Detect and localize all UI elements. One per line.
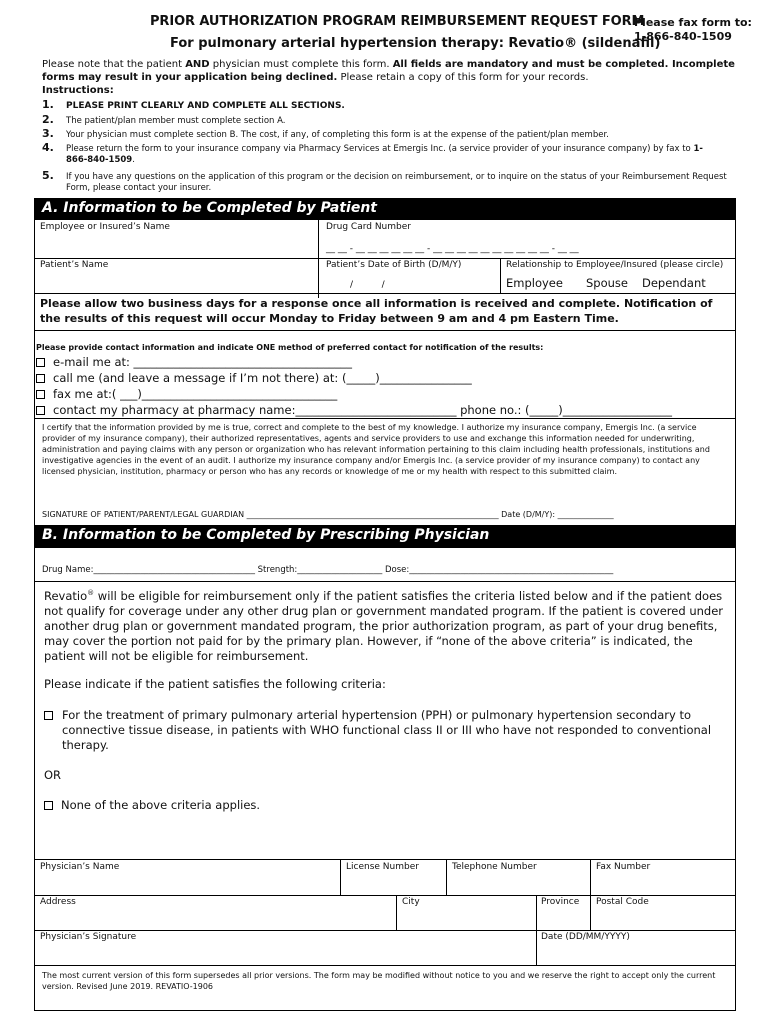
relationship-dependant[interactable]: Dependant [642, 276, 706, 290]
section-a-heading: A. Information to be Completed by Patient [34, 198, 736, 220]
instruction-4-text: Please return the form to your insurance company via Pharmacy Services at Emergis Inc. (a service provider of your insurance company) by fax to [66, 144, 694, 154]
checkbox-icon[interactable] [36, 406, 45, 415]
intro-part2: physician must complete this form. [209, 59, 393, 70]
postal-code-label: Postal Code [596, 897, 649, 907]
address-label: Address [40, 897, 76, 907]
employee-name-label: Employee or Insured’s Name [40, 222, 170, 232]
divider [34, 330, 736, 331]
certification-text: I certify that the information provided by me is true, correct and complete to the best of my knowledge. I authorize my insurance company, Emergis Inc. (a service provider of my insurance company), their authorized representatives, agents and service providers to use and exchange this information needed for underwriting, administration and paying claims with any person or organization who has relevant information pertaining to this claim including health professionals, institutions and investigative agencies in the event of an audit. I authorize my insurance company and/or Emergis Inc. (a service provider of my insurance company) to contact any licensed physician, institution, pharmacy or person who has any records or knowledge of me or my health with respect to this submitted claim. [42, 423, 710, 476]
dob-field[interactable]: / / [350, 280, 385, 290]
instruction-number: 1. [42, 98, 54, 111]
contact-email-text: e-mail me at: ______________________________________ [53, 355, 353, 369]
telephone-label: Telephone Number [452, 862, 537, 872]
instruction-text: If you have any questions on the application of this program or the decision on reimbursement, or to inquire on the status of your Reimbursement Request Form, please contact your insurer. [66, 172, 727, 193]
criteria-prompt: Please indicate if the patient satisfies the following criteria: [44, 677, 386, 691]
contact-pharmacy-text: contact my pharmacy at pharmacy name:____________________________ phone no.: (_____)___________________ [53, 403, 673, 417]
contact-pharmacy-option[interactable] [36, 403, 672, 417]
divider [396, 895, 397, 930]
contact-email-option[interactable] [36, 355, 352, 369]
divider [34, 258, 736, 259]
contact-fax-option[interactable] [36, 387, 337, 401]
form-subtitle: For pulmonary arterial hypertension therapy: Revatio® (sildenafil) [170, 36, 661, 51]
instructions-label: Instructions: [42, 85, 114, 96]
fax-number: 1-866-840-1509 [634, 30, 732, 43]
divider [500, 258, 501, 293]
checkbox-icon[interactable] [36, 358, 45, 367]
registered-mark: ® [87, 589, 95, 597]
checkbox-icon[interactable] [44, 801, 53, 810]
divider [34, 418, 736, 419]
criterion-1-text: For the treatment of primary pulmonary arterial hypertension (PPH) or pulmonary hypertension secondary to connective tissue disease, in patients with WHO functional class II or III who have not responded to conventional therapy. [62, 708, 712, 752]
or-label: OR [44, 768, 62, 782]
fax-label: Please fax form to: [634, 16, 752, 29]
instruction-text: PLEASE PRINT CLEARLY AND COMPLETE ALL SECTIONS. [66, 101, 345, 111]
section-b-heading: B. Information to be Completed by Prescribing Physician [34, 525, 736, 547]
physician-signature-label: Physician’s Signature [40, 932, 137, 942]
eligibility-text [44, 586, 724, 664]
instruction-text [66, 144, 706, 166]
checkbox-icon[interactable] [36, 390, 45, 399]
intro-part1: Please note that the patient [42, 59, 186, 70]
instruction-number: 5. [42, 169, 54, 182]
eligibility-body: will be eligible for reimbursement only if the patient satisfies the criteria listed below and if the patient does not qualify for coverage under any other drug plan or government mandated program. If the patient is covered under another drug plan or government mandated program, the prior authorization program, as part of your drug benefits, may cover the portion not paid for by the primary plan. However, if “none of the above criteria” is indicated, the patient will not be eligible for reimbursement. [44, 588, 723, 663]
physician-date-label: Date (DD/MM/YYYY) [541, 932, 630, 942]
drug-card-label: Drug Card Number [326, 222, 411, 232]
instruction-number: 4. [42, 141, 54, 154]
instruction-text: The patient/plan member must complete section A. [66, 116, 286, 126]
instruction-number: 3. [42, 127, 54, 140]
patient-name-label: Patient’s Name [40, 260, 109, 270]
patient-signature-line[interactable]: SIGNATURE OF PATIENT/PARENT/LEGAL GUARDIAN _______________________________________________________________ Date (D/M/Y): ______________ [42, 510, 614, 519]
physician-fax-label: Fax Number [596, 862, 651, 872]
contact-fax-text: fax me at:( ___)__________________________________ [53, 387, 338, 401]
instruction-4-fax: 1-866-840-1509 [66, 144, 703, 165]
criterion-2-option[interactable] [44, 798, 260, 812]
form-title: PRIOR AUTHORIZATION PROGRAM REIMBURSEMENT REQUEST FORM [150, 14, 645, 29]
relationship-label: Relationship to Employee/Insured (please circle) [506, 260, 724, 270]
drug-card-blanks[interactable]: __ __ - __ __ __ __ __ __ - __ __ __ __ __ __ __ __ __ __ - __ __ [326, 244, 579, 254]
dob-label: Patient’s Date of Birth (D/M/Y) [326, 260, 462, 270]
criterion-1-checkbox[interactable] [44, 708, 61, 722]
instruction-number: 2. [42, 113, 54, 126]
divider [340, 859, 341, 895]
city-label: City [402, 897, 420, 907]
intro-mandatory: All fields are mandatory and must be completed. Incomplete forms may result in your application being declined. [42, 59, 735, 83]
intro-and: AND [185, 59, 210, 70]
contact-call-text: call me (and leave a message if I’m not there) at: (_____)________________ [53, 371, 472, 385]
divider [34, 930, 736, 931]
revatio-name: Revatio [44, 588, 88, 603]
instruction-text: Your physician must complete section B. The cost, if any, of completing this form is at the expense of the patient/plan member. [66, 130, 609, 140]
divider [34, 859, 736, 860]
license-label: License Number [346, 862, 419, 872]
checkbox-icon[interactable] [44, 711, 53, 720]
intro-text [42, 58, 742, 97]
checkbox-icon[interactable] [36, 374, 45, 383]
divider [34, 895, 736, 896]
relationship-employee[interactable]: Employee [506, 276, 563, 290]
divider [446, 859, 447, 895]
divider [34, 965, 736, 966]
physician-name-label: Physician’s Name [40, 862, 120, 872]
divider [34, 293, 736, 294]
instruction-4-tail: . [132, 155, 135, 165]
drug-fields-line[interactable]: Drug Name:______________________________________ Strength:____________________ Dose:________________________________________________ [42, 565, 614, 575]
footer-text: The most current version of this form supersedes all prior versions. The form may be modified without notice to you and we reserve the right to accept only the current version. Revised June 2019. REVATIO-1906 [42, 971, 716, 991]
divider [318, 220, 319, 298]
contact-intro: Please provide contact information and indicate ONE method of preferred contact for notification of the results: [36, 343, 544, 352]
province-label: Province [541, 897, 580, 907]
contact-call-option[interactable] [36, 371, 472, 385]
response-notice: Please allow two business days for a response once all information is received and complete. Notification of the results of this request will occur Monday to Friday between 9 am and 4 pm Eastern Time. [40, 297, 713, 325]
criterion-2-text: None of the above criteria applies. [61, 798, 261, 812]
relationship-spouse[interactable]: Spouse [586, 276, 628, 290]
intro-part3: Please retain a copy of this form for your records. [337, 72, 589, 83]
